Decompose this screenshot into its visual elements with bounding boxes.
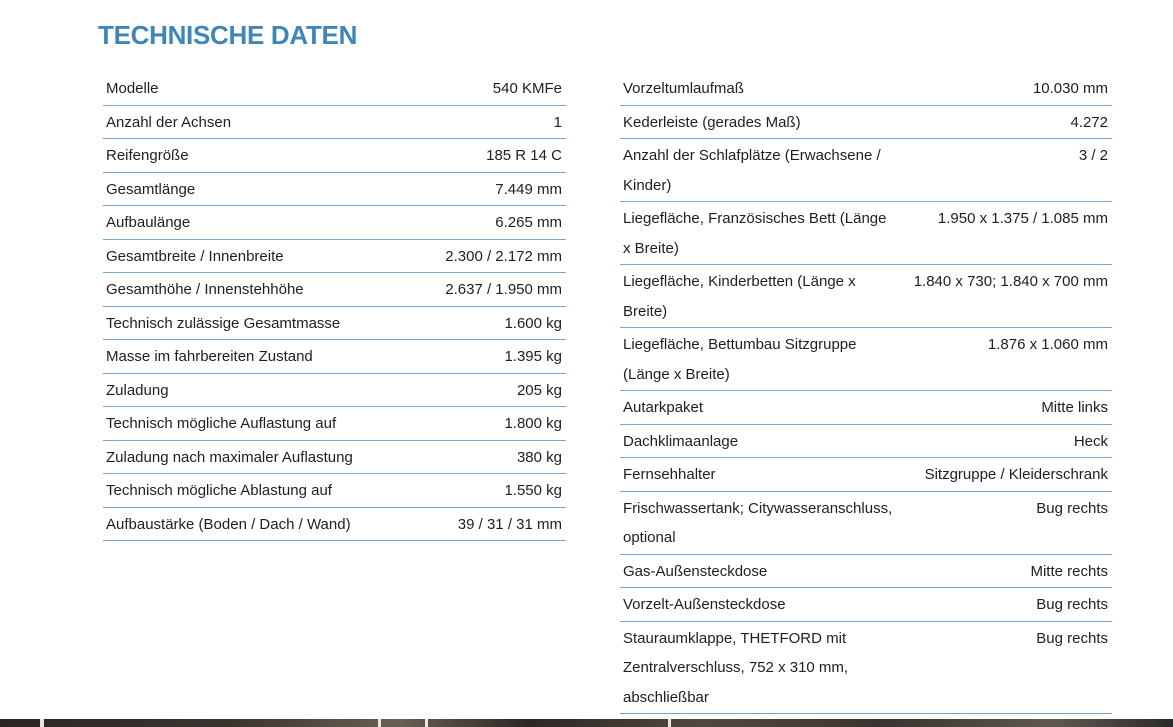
spec-row [103, 172, 566, 206]
spec-value: Mitte rechts [899, 554, 1112, 588]
spec-value: 1.876 x 1.060 mm [899, 328, 1112, 391]
spec-row [620, 105, 1112, 139]
spec-label: Dachklimaanlage [620, 424, 899, 458]
spec-label: Gesamtlänge [103, 172, 410, 206]
spec-value: 1.600 kg [410, 306, 566, 340]
spec-row [620, 265, 1112, 328]
spec-value: Bug rechts [899, 588, 1112, 622]
image-gallery-strip [0, 719, 1173, 727]
spec-row [103, 440, 566, 474]
spec-row [620, 588, 1112, 622]
spec-row [103, 306, 566, 340]
spec-value: Sitzgruppe / Kleiderschrank [899, 458, 1112, 492]
spec-value: 185 R 14 C [410, 139, 566, 173]
spec-value: 1.395 kg [410, 340, 566, 374]
spec-label: Kederleiste (gerades Maß) [620, 105, 899, 139]
spec-row [620, 202, 1112, 265]
spec-value: 380 kg [410, 440, 566, 474]
spec-table-left [103, 72, 566, 541]
spec-label: Gesamthöhe / Innenstehhöhe [103, 273, 410, 307]
spec-label: Technisch mögliche Ablastung auf [103, 474, 410, 508]
spec-label: Technisch mögliche Auflastung auf [103, 407, 410, 441]
spec-value: Heck [899, 424, 1112, 458]
spec-row [620, 621, 1112, 714]
spec-row [103, 373, 566, 407]
spec-row [103, 273, 566, 307]
spec-value: 3 / 2 [899, 139, 1112, 202]
spec-label: Masse im fahrbereiten Zustand [103, 340, 410, 374]
spec-label: Aufbaulänge [103, 206, 410, 240]
spec-row [103, 407, 566, 441]
spec-row [620, 554, 1112, 588]
page-title: TECHNISCHE DATEN [98, 20, 358, 50]
spec-label: Zuladung nach maximaler Auflastung [103, 440, 410, 474]
spec-label: Autarkpaket [620, 391, 899, 425]
spec-value: 2.637 / 1.950 mm [410, 273, 566, 307]
spec-label: Vorzeltumlaufmaß [620, 72, 899, 105]
spec-table-right [620, 72, 1112, 714]
spec-label: Reifengröße [103, 139, 410, 173]
spec-row [103, 340, 566, 374]
spec-value: 39 / 31 / 31 mm [410, 507, 566, 541]
spec-row [620, 458, 1112, 492]
spec-value: 7.449 mm [410, 172, 566, 206]
spec-row [620, 491, 1112, 554]
spec-label: Stauraumklappe, THETFORD mit Zentralverschluss, 752 x 310 mm, abschließbar [620, 621, 899, 714]
spec-row [103, 507, 566, 541]
spec-label: Gas-Außensteckdose [620, 554, 899, 588]
spec-label: Zuladung [103, 373, 410, 407]
spec-value: 1 [410, 105, 566, 139]
spec-row [620, 139, 1112, 202]
spec-value: 2.300 / 2.172 mm [410, 239, 566, 273]
spec-row [103, 105, 566, 139]
spec-value: 1.950 x 1.375 / 1.085 mm [899, 202, 1112, 265]
spec-row [620, 328, 1112, 391]
spec-label: Anzahl der Achsen [103, 105, 410, 139]
spec-value: Bug rechts [899, 621, 1112, 714]
spec-value: 6.265 mm [410, 206, 566, 240]
spec-label: Liegefläche, Französisches Bett (Länge x Breite) [620, 202, 899, 265]
spec-row [103, 72, 566, 105]
spec-value: Mitte links [899, 391, 1112, 425]
spec-label: Modelle [103, 72, 410, 105]
spec-value: 205 kg [410, 373, 566, 407]
spec-label: Gesamtbreite / Innenbreite [103, 239, 410, 273]
spec-row [620, 72, 1112, 105]
spec-value: Bug rechts [899, 491, 1112, 554]
spec-row [620, 391, 1112, 425]
spec-value: 4.272 [899, 105, 1112, 139]
spec-label: Technisch zulässige Gesamtmasse [103, 306, 410, 340]
spec-label: Frischwassertank; Citywasseranschluss, optional [620, 491, 899, 554]
spec-label: Vorzelt-Außensteckdose [620, 588, 899, 622]
spec-row [103, 474, 566, 508]
spec-value: 1.840 x 730; 1.840 x 700 mm [899, 265, 1112, 328]
spec-row [103, 239, 566, 273]
spec-label: Liegefläche, Bettumbau Sitzgruppe (Länge x Breite) [620, 328, 899, 391]
spec-label: Liegefläche, Kinderbetten (Länge x Breite) [620, 265, 899, 328]
spec-row [103, 139, 566, 173]
spec-label: Aufbaustärke (Boden / Dach / Wand) [103, 507, 410, 541]
spec-value: 1.800 kg [410, 407, 566, 441]
spec-value: 540 KMFe [410, 72, 566, 105]
spec-label: Fernsehhalter [620, 458, 899, 492]
spec-value: 10.030 mm [899, 72, 1112, 105]
spec-row [103, 206, 566, 240]
spec-label: Anzahl der Schlafplätze (Erwachsene / Kinder) [620, 139, 899, 202]
spec-row [620, 424, 1112, 458]
spec-value: 1.550 kg [410, 474, 566, 508]
